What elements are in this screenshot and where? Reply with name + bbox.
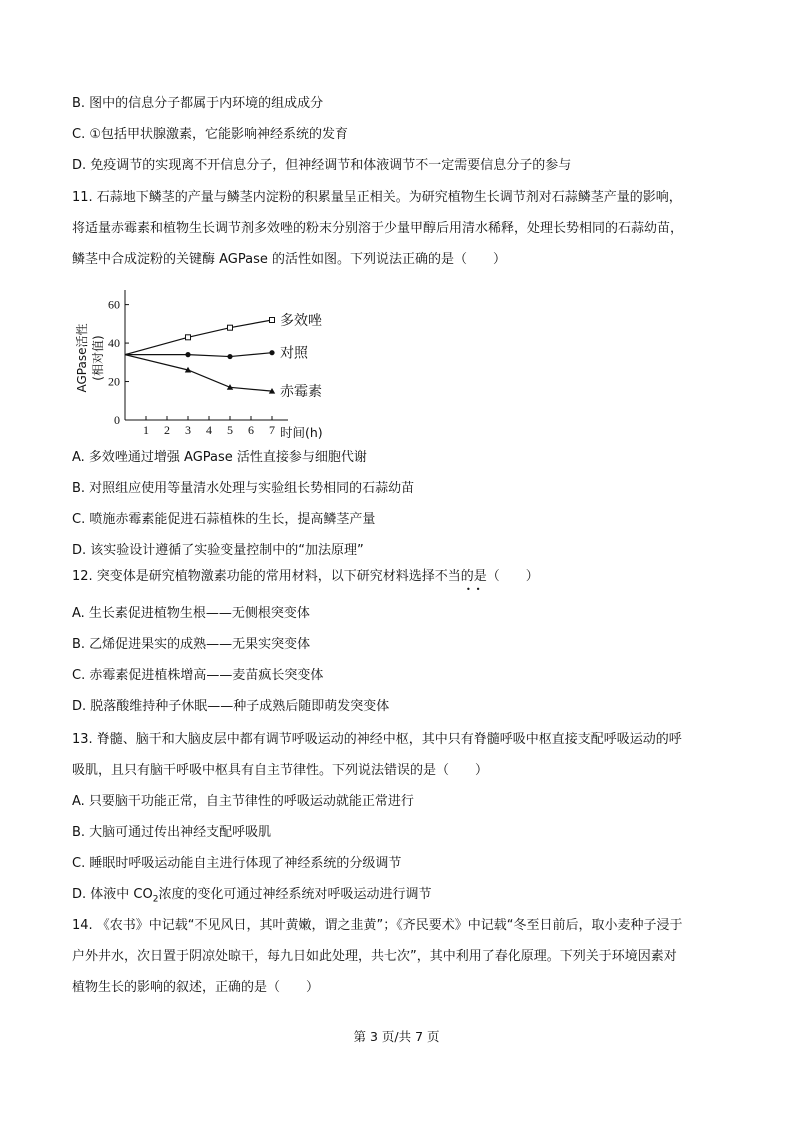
q11-stem-line2: 将适量赤霉素和植物生长调节剂多效唑的粉末分别溶于少量甲醇后用清水稀释，处理长势相同的石蒜幼苗， (72, 221, 684, 236)
x-tick-label: 6 (248, 423, 254, 437)
q12-option-d: D. 脱落酸维持种子休眠——种子成熟后随即萌发突变体 (72, 699, 390, 714)
y-axis-label-main: AGPase活性 (75, 323, 89, 393)
q10-option-c: C. ①包括甲状腺激素，它能影响神经系统的发育 (72, 127, 348, 142)
x-tick-label: 4 (206, 423, 212, 437)
q12-option-b: B. 乙烯促进果实的成熟——无果实突变体 (72, 637, 311, 652)
series-label: 对照 (280, 345, 308, 362)
co2-subscript: 2 (152, 894, 159, 905)
data-point (269, 350, 274, 355)
y-tick-label: 60 (108, 297, 120, 312)
chart-series (125, 313, 323, 400)
q11-stem-line3: 鳞茎中合成淀粉的关键酶 AGPase 的活性如图。下列说法正确的是（ ） (72, 252, 506, 267)
data-point (186, 335, 191, 340)
series-label: 多效唑 (280, 313, 322, 329)
q11-stem-line1: 11. 石蒜地下鳞茎的产量与鳞茎内淀粉的积累量呈正相关。为研究植物生长调节剂对石蒜鳞茎产量的影响， (72, 190, 682, 205)
emphasis-dots: • • (466, 585, 481, 594)
x-tick-label: 5 (227, 423, 233, 437)
y-tick-label: 0 (114, 413, 120, 427)
q12-option-c: C. 赤霉素促进植株增高——麦苗疯长突变体 (72, 668, 324, 683)
q13-option-d-part2: 浓度的变化可通过神经系统对呼吸运动进行调节 (158, 887, 432, 902)
x-tick-label: 7 (269, 423, 275, 437)
q13-option-d (72, 887, 431, 908)
q12-stem: 12. 突变体是研究植物激素功能的常用材料，以下研究材料选择不当的是（ ） (72, 569, 539, 584)
q13-stem-line2: 吸肌，且只有脑干呼吸中枢具有自主节律性。下列说法错误的是（ ） (72, 763, 489, 778)
y-ticks (108, 298, 129, 427)
q13-option-c: C. 睡眠时呼吸运动能自主进行体现了神经系统的分级调节 (72, 856, 402, 871)
q12-option-a: A. 生长素促进植物生根——无侧根突变体 (72, 606, 310, 621)
q10-option-d: D. 免疫调节的实现离不开信息分子，但神经调节和体液调节不一定需要信息分子的参与 (72, 158, 572, 173)
page-footer: 第 3 页/共 7 页 (353, 1029, 440, 1044)
q11-option-a: A. 多效唑通过增强 AGPase 活性直接参与细胞代谢 (72, 450, 367, 465)
x-ticks (143, 416, 275, 437)
q14-stem-line1: 14. 《农书》中记载“不见风日，其叶黄嫩，谓之韭黄”；《齐民要术》中记载“冬至日前后，取小麦种子浸于 (72, 918, 683, 933)
x-tick-label: 2 (164, 423, 170, 437)
series-label: 赤霉素 (280, 384, 322, 401)
q10-option-b: B. 图中的信息分子都属于内环境的组成成分 (72, 96, 324, 111)
agpase-line-chart (70, 282, 370, 442)
series-line-2 (125, 355, 272, 392)
series-line-1 (125, 353, 272, 357)
q13-option-d-part1: D. 体液中 CO (72, 887, 153, 902)
y-tick-label: 20 (108, 374, 120, 389)
data-point (228, 325, 233, 330)
q13-option-a: A. 只要脑干功能正常，自主节律性的呼吸运动就能正常进行 (72, 794, 414, 809)
q14-stem-line3: 植物生长的影响的叙述，正确的是（ ） (72, 980, 320, 995)
y-tick-label: 40 (108, 336, 120, 351)
y-axis-label-sub: (相对值) (91, 335, 105, 381)
q13-stem-line1: 13. 脊髓、脑干和大脑皮层中都有调节呼吸运动的神经中枢，其中只有脊髓呼吸中枢直接支配呼吸运动的呼 (72, 732, 682, 747)
q14-stem-line2: 户外井水，次日置于阴凉处晾干，每九日如此处理，共七次”，其中利用了春化原理。下列关于环境因素对 (72, 949, 677, 964)
x-tick-label: 1 (143, 423, 149, 437)
data-point (270, 318, 275, 323)
q13-option-b: B. 大脑可通过传出神经支配呼吸肌 (72, 825, 272, 840)
q11-option-c: C. 喷施赤霉素能促进石蒜植株的生长，提高鳞茎产量 (72, 512, 376, 527)
series-line-0 (125, 320, 272, 355)
data-point (227, 354, 232, 359)
data-point (185, 352, 190, 357)
q11-option-b: B. 对照组应使用等量清水处理与实验组长势相同的石蒜幼苗 (72, 481, 415, 496)
x-axis-label: 时间(h) (280, 425, 323, 440)
q11-option-d: D. 该实验设计遵循了实验变量控制中的“加法原理” (72, 543, 364, 558)
x-tick-label: 3 (185, 423, 191, 437)
